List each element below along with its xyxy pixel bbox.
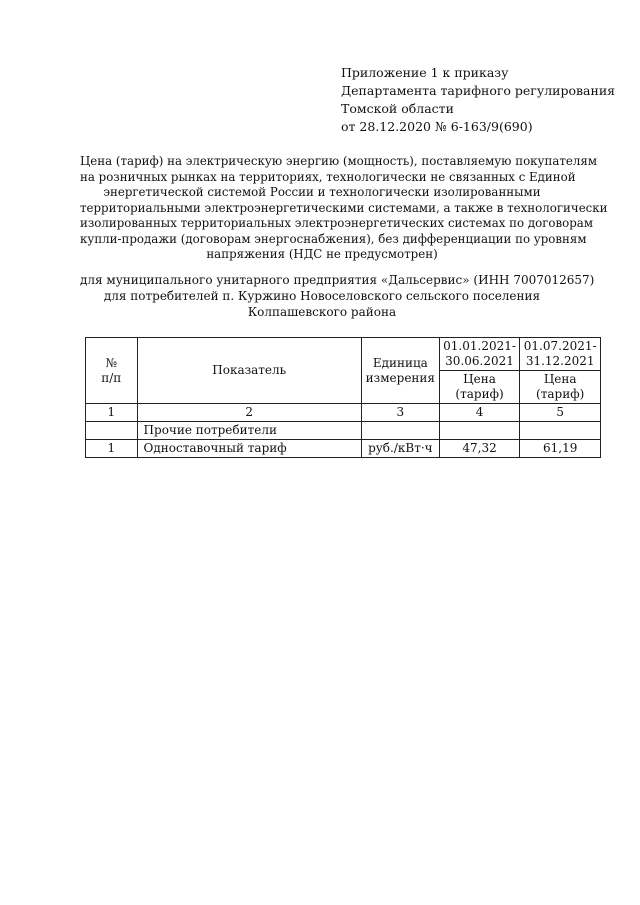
row-number: 1 — [86, 440, 138, 458]
row-unit: руб./кВт·ч — [361, 440, 439, 458]
appendix-line: Департамента тарифного регулирования — [341, 83, 616, 98]
document-title — [80, 154, 608, 263]
column-number: 2 — [137, 404, 361, 422]
tariff-table — [85, 337, 601, 458]
header-price-2 — [520, 371, 601, 404]
header-unit-line1: Единица — [372, 355, 428, 370]
title-line: купли-продажи (договорам энергоснабжения), без дифференциации по уровням — [80, 231, 587, 246]
period-2-end: 31.12.2021 — [525, 354, 595, 368]
group-empty-cell — [86, 422, 138, 440]
row-value-period-1: 47,32 — [439, 440, 520, 458]
header-number — [86, 338, 138, 404]
table-row — [86, 440, 601, 458]
group-empty-cell — [439, 422, 520, 440]
title-line: энергетической системой России и технологически изолированными — [103, 185, 541, 199]
header-price-1 — [439, 371, 520, 404]
row-value-period-2: 61,19 — [520, 440, 601, 458]
title-line: изолированных территориальных электроэнергетических системах по договорам — [80, 216, 594, 230]
title-line: на розничных рынках на территориях, технологически не связанных с Единой — [80, 169, 576, 184]
header-unit-line2: измерения — [365, 370, 435, 385]
header-indicator: Показатель — [137, 338, 361, 404]
price-2-line1: Цена — [543, 372, 577, 386]
org-line: для потребителей п. Куржино Новоселовского сельского поселения — [103, 289, 541, 303]
column-number: 5 — [520, 404, 601, 422]
period-2-start: 01.07.2021- — [523, 339, 597, 353]
column-number: 4 — [439, 404, 520, 422]
header-period-2 — [520, 338, 601, 371]
title-line: территориальными электроэнергетическими системами, а также в технологически — [80, 200, 608, 215]
organization-block — [80, 272, 595, 320]
table-header-row — [86, 338, 601, 371]
header-number-line1: № — [105, 355, 117, 370]
group-empty-cell — [361, 422, 439, 440]
appendix-line: Томской области — [341, 101, 454, 116]
group-empty-cell — [520, 422, 601, 440]
column-number: 1 — [86, 404, 138, 422]
org-line: Колпашевского района — [247, 305, 397, 319]
row-indicator: Одноставочный тариф — [137, 440, 361, 458]
title-line: Цена (тариф) на электрическую энергию (мощность), поставляемую покупателям — [80, 154, 598, 168]
period-1-end: 30.06.2021 — [445, 354, 514, 368]
column-number: 3 — [361, 404, 439, 422]
appendix-date-line: от 28.12.2020 № 6-163/9(690) — [341, 119, 533, 134]
appendix-line: Приложение 1 к приказу — [341, 65, 509, 80]
group-row — [86, 422, 601, 440]
group-label: Прочие потребители — [137, 422, 361, 440]
column-number-row — [86, 404, 601, 422]
header-unit — [361, 338, 439, 404]
price-1-line2: (тариф) — [455, 387, 504, 401]
org-line: для муниципального унитарного предприятия «Дальсервис» (ИНН 7007012657) — [80, 273, 595, 287]
price-2-line2: (тариф) — [536, 387, 585, 401]
header-period-1 — [439, 338, 520, 371]
title-line: напряжения (НДС не предусмотрен) — [206, 247, 438, 261]
period-1-start: 01.01.2021- — [443, 339, 516, 353]
header-number-line2: п/п — [101, 370, 122, 385]
price-1-line1: Цена — [463, 372, 496, 386]
appendix-header — [341, 64, 615, 136]
